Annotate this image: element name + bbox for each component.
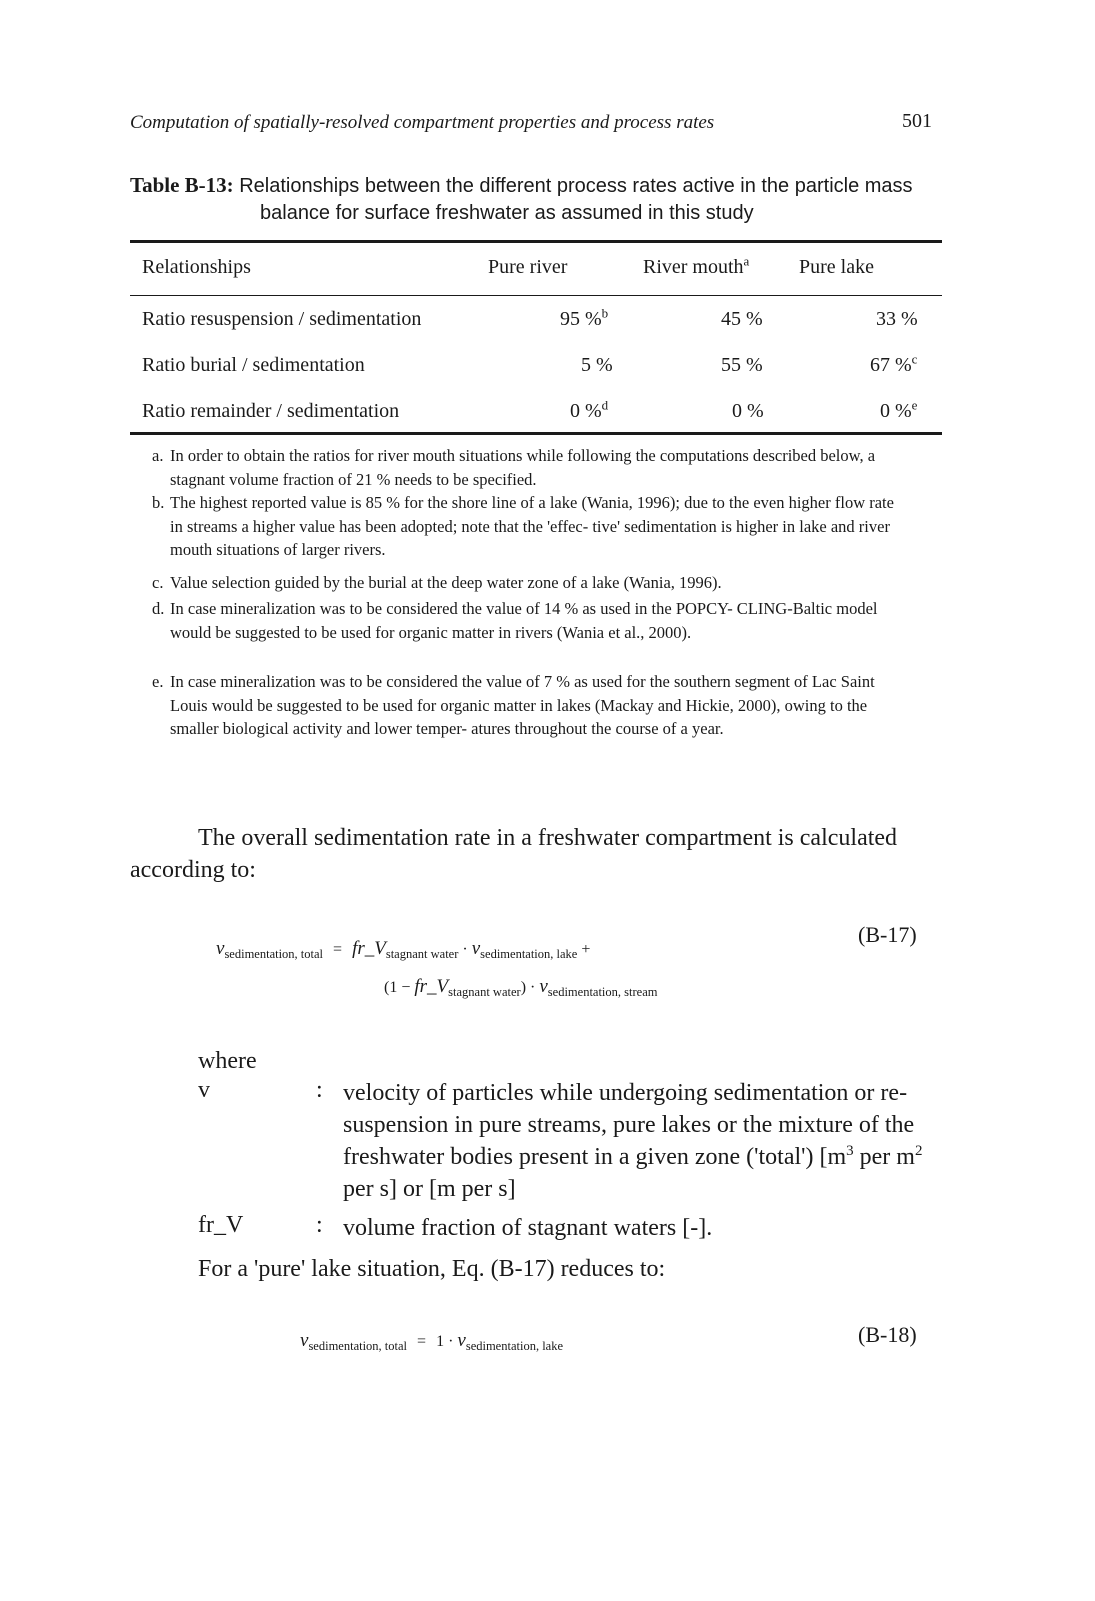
row-label: Ratio remainder / sedimentation [142, 400, 400, 422]
equation-number-b18: (B-18) [858, 1322, 917, 1347]
table-bottom-rule [130, 432, 942, 435]
table-label: Table B-13: [130, 173, 234, 197]
footnote-c: c. Value selection guided by the burial at the deep water zone of a lake (Wania, 1996). [152, 573, 722, 592]
page-number: 501 [902, 110, 932, 132]
def-colon: : [316, 1077, 323, 1103]
def-text-frv: volume fraction of stagnant waters [-]. [343, 1215, 713, 1241]
cell-river-mouth: 45 % [721, 308, 763, 330]
caption-line-1: Relationships between the different process rates active in the particle mass [233, 175, 913, 197]
caption-line-2: balance for surface freshwater as assumed in this study [260, 202, 754, 224]
col-header-pure-river: Pure river [488, 256, 568, 278]
table-header-rule [130, 295, 942, 296]
cell-river-mouth: 55 % [721, 354, 763, 376]
col-header-relationships: Relationships [142, 256, 251, 278]
equation-b18: $v_{sedimentation, total} = 1 \cdot v_{sedimentation, lake}$ [300, 1330, 564, 1353]
def-text-v: velocity of particles while undergoing sedimentation or re-suspension in pure streams, pure lakes or the mixture of the freshwater bodies present in a given zone ('total') [$m^3$ per $m^2$ per s] or [m per s] [343, 1080, 923, 1202]
def-term-frv: fr_V [198, 1212, 244, 1238]
cell-pure-river: 95 %$^b$ [560, 305, 609, 330]
def-colon: : [316, 1212, 323, 1238]
cell-river-mouth: 0 % [732, 400, 764, 422]
row-label: Ratio resuspension / sedimentation [142, 308, 422, 330]
footnote-a: a. In order to obtain the ratios for river mouth situations while following the computations described below, a stagnant volume fraction of 21 % needs to be specified. [152, 446, 876, 489]
cell-pure-lake: 67 %$^c$ [870, 351, 918, 376]
cell-pure-river: 0 %$^d$ [570, 397, 609, 422]
footnote-d: d. In case mineralization was to be considered the value of 14 % as used in the POPCY- CLING-Baltic model would be suggested to be used for organic matter in rivers (Wania et al., 2000). [152, 599, 878, 642]
equation-b17-line2: $(1 - fr\_V_{stagnant water}) \cdot v_{sedimentation, stream}$ [384, 976, 658, 999]
cell-pure-lake: 33 % [876, 308, 918, 330]
table-caption [130, 172, 960, 227]
where-label: where [198, 1048, 257, 1074]
pure-lake-line: For a 'pure' lake situation, Eq. (B-17) reduces to: [198, 1256, 666, 1282]
intro-line-2: according to: [130, 857, 256, 883]
col-header-river-mouth: River mouth$^a$ [643, 253, 750, 278]
table-top-rule [130, 240, 942, 243]
footnote-b: b. The highest reported value is 85 % for the shore line of a lake (Wania, 1996); due to the even higher flow rate in streams a higher value has been adopted; note that the 'effec- tive' sedimentation is higher in lake and river mouth situations of larger rivers. [152, 493, 894, 560]
equation-number-b17: (B-17) [858, 922, 917, 947]
equation-b17-line1: $v_{sedimentation, total}$ = $fr\_V_{stagnant water} \cdot v_{sedimentation, lake}$ + [216, 938, 591, 961]
def-term-v: v [198, 1077, 210, 1103]
running-header: Computation of spatially-resolved compartment properties and process rates [130, 112, 715, 133]
col-header-pure-lake: Pure lake [799, 256, 874, 278]
cell-pure-lake: 0 %$^e$ [880, 397, 918, 422]
intro-line-1: The overall sedimentation rate in a freshwater compartment is calculated [198, 825, 898, 851]
footnote-e: e. In case mineralization was to be considered the value of 7 % as used for the southern segment of Lac Saint Louis would be suggested to be used for organic matter in lakes (Mackay and Hickie, 2000), owing to the smaller biological activity and lower temper- atures throughout the course of a year. [152, 672, 875, 739]
row-label: Ratio burial / sedimentation [142, 354, 365, 376]
cell-pure-river: 5 % [581, 354, 613, 376]
